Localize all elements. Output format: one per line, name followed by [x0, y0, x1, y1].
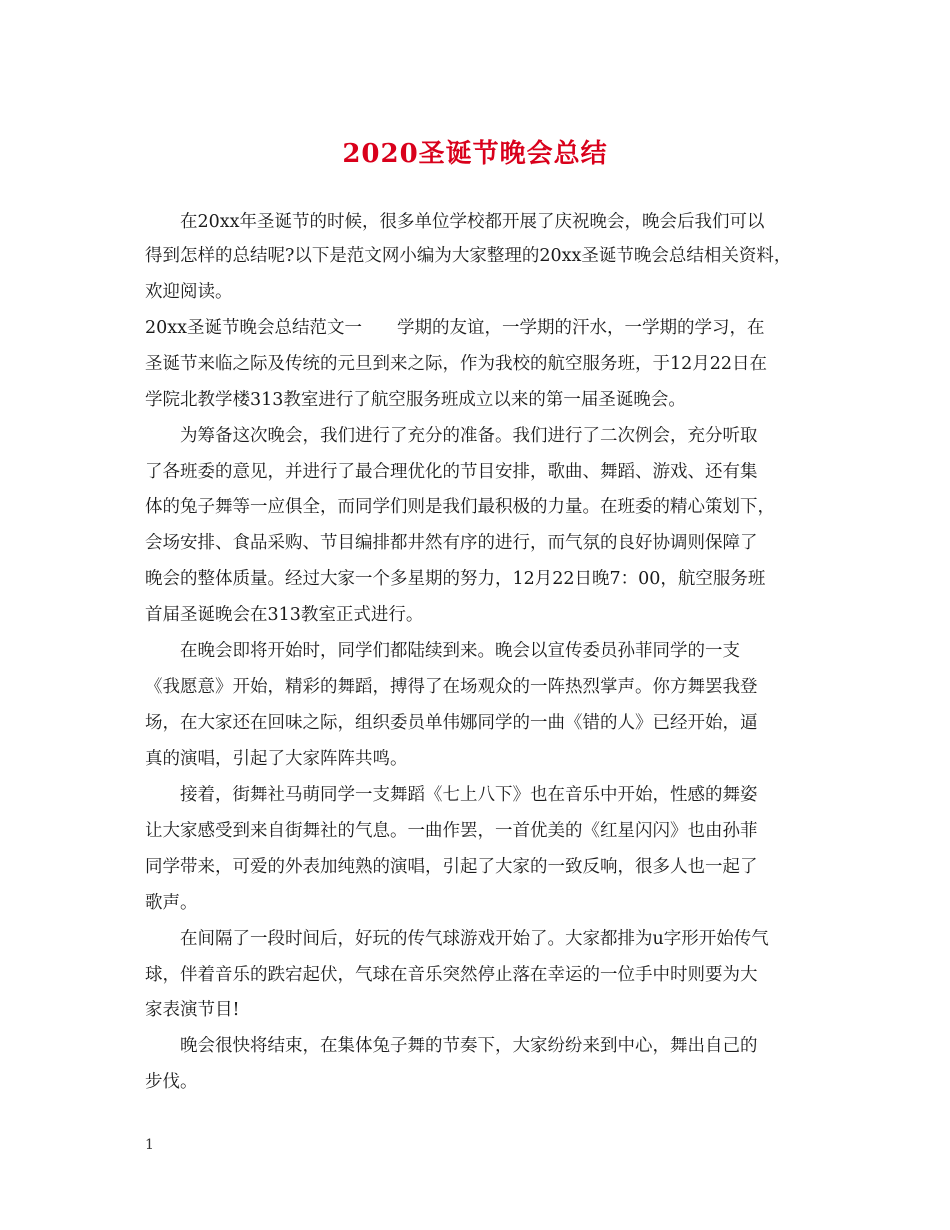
- text-line: 让大家感受到来自街舞社的气息。一曲作罢，一首优美的《红星闪闪》也由孙菲: [145, 821, 758, 841]
- text-line: 球，伴着音乐的跌宕起伏，气球在音乐突然停止落在幸运的一位手中时则要为大: [145, 965, 758, 985]
- text-line: 学院北教学楼313教室进行了航空服务班成立以来的第一届圣诞晚会。: [145, 390, 686, 410]
- text-line: 圣诞节来临之际及传统的元旦到来之际，作为我校的航空服务班，于12月22日在: [145, 354, 768, 374]
- text-line: 得到怎样的总结呢?以下是范文网小编为大家整理的20xx圣诞节晚会总结相关资料，: [145, 246, 792, 266]
- text-line: 真的演唱，引起了大家阵阵共鸣。: [145, 749, 408, 769]
- text-line: 了各班委的意见，并进行了最合理优化的节目安排，歌曲、舞蹈、游戏、还有集: [145, 462, 758, 482]
- text-line: 同学带来，可爱的外表加纯熟的演唱，引起了大家的一致反响，很多人也一起了: [145, 857, 758, 877]
- text-line: 为筹备这次晚会，我们进行了充分的准备。我们进行了二次例会，充分听取: [180, 426, 758, 446]
- text-line: 接着，街舞社马萌同学一支舞蹈《七上八下》也在音乐中开始，性感的舞姿: [180, 785, 758, 805]
- text-line: 在20xx年圣诞节的时候，很多单位学校都开展了庆祝晚会，晚会后我们可以: [180, 212, 765, 232]
- text-line: 《我愿意》开始，精彩的舞蹈，搏得了在场观众的一阵热烈掌声。你方舞罢我登: [145, 677, 758, 697]
- text-line: 晚会很快将结束，在集体兔子舞的节奏下，大家纷纷来到中心，舞出自己的: [180, 1036, 758, 1056]
- text-line: 步伐。: [145, 1072, 198, 1092]
- page-number: 1: [145, 1137, 154, 1153]
- text-line: 家表演节目!: [145, 1000, 240, 1020]
- text-line: 会场安排、食品采购、节目编排都井然有序的进行，而气氛的良好协调则保障了: [145, 533, 758, 553]
- text-line: 晚会的整体质量。经过大家一个多星期的努力，12月22日晚7：00，航空服务班: [145, 569, 766, 589]
- text-line: 20xx圣诞节晚会总结范文一 学期的友谊，一学期的汗水，一学期的学习，在: [145, 318, 765, 338]
- text-line: 在间隔了一段时间后，好玩的传气球游戏开始了。大家都排为u字形开始传气: [180, 929, 769, 949]
- text-line: 在晚会即将开始时，同学们都陆续到来。晚会以宣传委员孙菲同学的一支: [180, 641, 740, 661]
- text-line: 场，在大家还在回味之际，组织委员单伟娜同学的一曲《错的人》已经开始，逼: [145, 713, 758, 733]
- text-line: 欢迎阅读。: [145, 282, 233, 302]
- text-line: 首届圣诞晚会在313教室正式进行。: [145, 605, 424, 625]
- document-title: 2020圣诞节晚会总结: [342, 139, 608, 169]
- text-line: 体的兔子舞等一应俱全，而同学们则是我们最积极的力量。在班委的精心策划下，: [145, 497, 775, 517]
- text-line: 歌声。: [145, 893, 198, 913]
